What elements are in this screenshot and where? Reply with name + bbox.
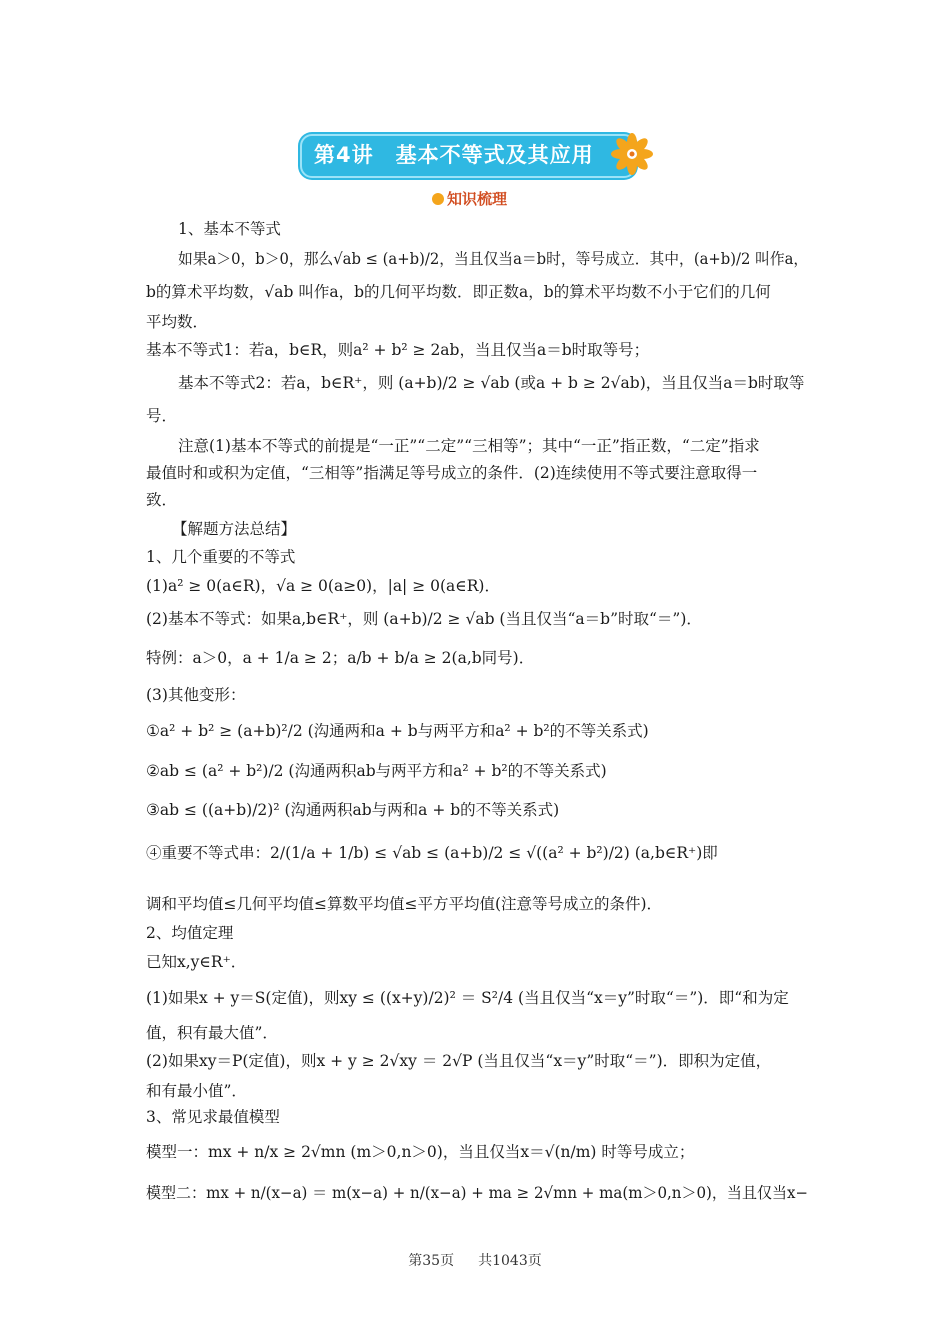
flower-icon [610,132,654,176]
text-line: 注意(1)基本不等式的前提是“一正”“二定”“三相等”；其中“一正”指正数，“二定”指求 [178,437,760,455]
text-line: 和有最小值”． [146,1082,247,1100]
lecture-title: 第4讲 基本不等式及其应用 [314,143,594,167]
text-line: 基本不等式2：若a，b∈R⁺，则 (a+b)/2 ≥ √ab (或a + b ≥ 2√ab)，当且仅当a＝b时取等 [178,374,805,392]
section-heading-text: 知识梳理 [447,190,508,208]
text-line: 平均数． [146,313,209,331]
text-line: 1、几个重要的不等式 [146,548,296,566]
text-line: 模型一：mx + n/x ≥ 2√mn (m＞0,n＞0)，当且仅当x＝√(n/m) 时等号成立； [146,1143,695,1161]
text-line: 1、基本不等式 [178,220,281,238]
page-total: 共1043页 [478,1253,542,1269]
method-heading: 【解题方法总结】 [172,520,297,538]
text-line: 最值时和或积为定值，“三相等”指满足等号成立的条件．(2)连续使用不等式要注意取得一 [146,464,758,482]
flower-bullet-icon [432,193,444,205]
text-line: b的算术平均数，√ab 叫作a，b的几何平均数．即正数a，b的算术平均数不小于它们的几何 [146,283,771,301]
lecture-title-banner [300,134,635,176]
text-line: 已知x,y∈R⁺． [146,953,247,971]
text-line: 调和平均值≤几何平均值≤算数平均值≤平方平均值(注意等号成立的条件)． [146,895,663,913]
text-line: 致． [146,491,178,509]
text-line: (3)其他变形： [146,686,246,704]
text-line: ③ab ≤ ((a+b)/2)² (沟通两积ab与两和a + b的不等关系式) [146,801,560,819]
text-line: (1)如果x + y＝S(定值)，则xy ≤ ((x+y)/2)² ＝ S²/4 (当且仅当“x＝y”时取“＝”)．即“和为定 [146,989,789,1007]
text-line: 号． [146,407,178,425]
page-footer [0,1250,950,1270]
section-heading [432,188,507,209]
text-line: 3、常见求最值模型 [146,1108,280,1126]
text-line: 模型二：mx + n/(x−a) ＝ m(x−a) + n/(x−a) + ma ≥ 2√mn + ma(m＞0,n＞0)，当且仅当x− [146,1184,809,1202]
text-line: 2、均值定理 [146,924,234,942]
text-line: (2)基本不等式：如果a,b∈R⁺，则 (a+b)/2 ≥ √ab (当且仅当“a＝b”时取“＝”)． [146,610,702,628]
text-line: (1)a² ≥ 0(a∈R)，√a ≥ 0(a≥0)，|a| ≥ 0(a∈R)． [146,577,500,595]
text-line: 值，积有最大值”． [146,1024,278,1042]
text-line: ①a² + b² ≥ (a+b)²/2 (沟通两和a + b与两平方和a² + b²的不等关系式) [146,722,649,740]
text-line: 如果a＞0，b＞0，那么√ab ≤ (a+b)/2，当且仅当a＝b时，等号成立．其中，(a+b)/2 叫作a， [178,250,809,268]
text-line: ④重要不等式串：2/(1/a + 1/b) ≤ √ab ≤ (a+b)/2 ≤ √((a² + b²)/2) (a,b∈R⁺)即 [146,844,718,862]
text-line: (2)如果xy＝P(定值)，则x + y ≥ 2√xy ＝ 2√P (当且仅当“x＝y”时取“＝”)．即积为定值， [146,1052,772,1070]
text-line: ②ab ≤ (a² + b²)/2 (沟通两积ab与两平方和a² + b²的不等关系式) [146,762,607,780]
text-line: 基本不等式1：若a，b∈R，则a² + b² ≥ 2ab，当且仅当a＝b时取等号； [146,341,650,359]
text-line: 特例：a＞0，a + 1/a ≥ 2；a/b + b/a ≥ 2(a,b同号)． [146,649,535,667]
page-number: 第35页 [408,1253,455,1269]
